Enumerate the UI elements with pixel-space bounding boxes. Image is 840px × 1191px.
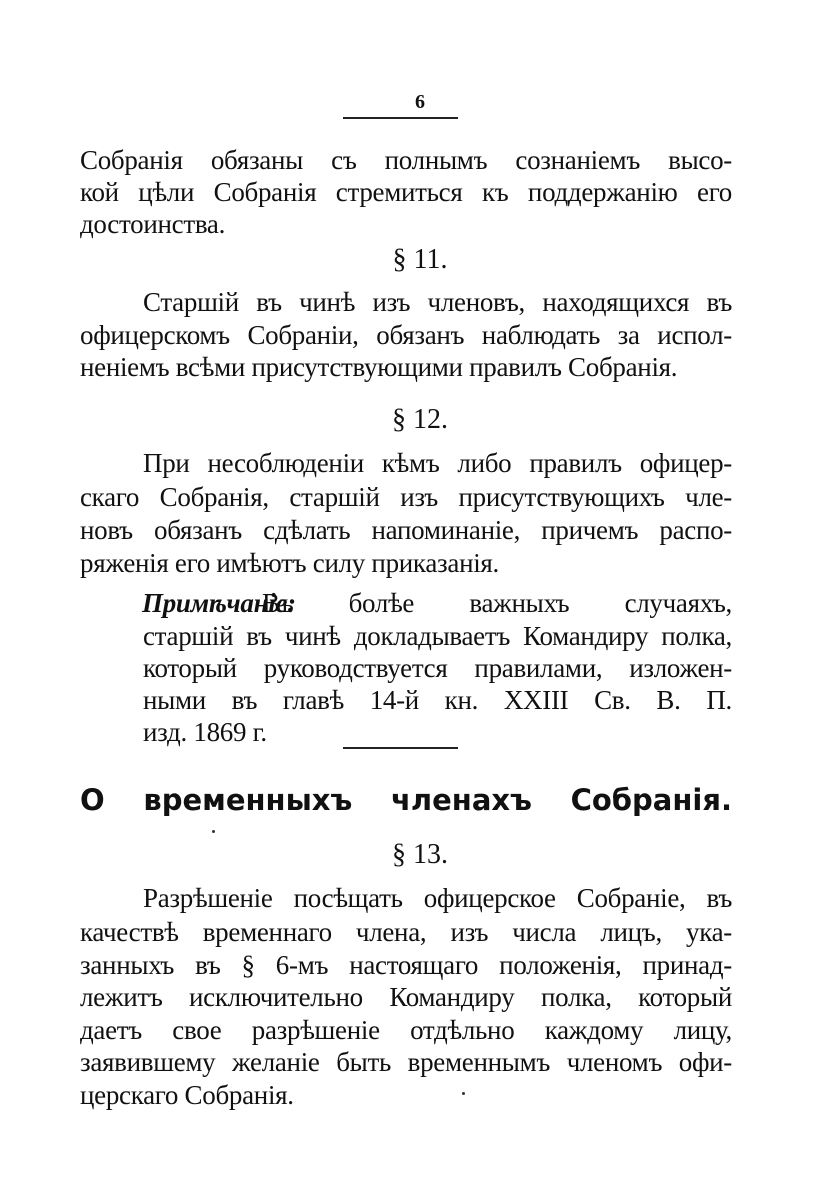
paragraph-line: скаго Собранія, старшій изъ присутствующихъ чле- bbox=[80, 482, 732, 512]
paragraph-line: качествѣ временнаго члена, изъ числа лицъ, ука- bbox=[80, 917, 732, 947]
note-line: изд. 1869 г. bbox=[143, 717, 267, 747]
section-number: § 13. bbox=[392, 839, 448, 870]
paragraph-line: неніемъ всѣми присутствующими правилъ Собранія. bbox=[80, 352, 678, 382]
paragraph-line: Старшій въ чинѣ изъ членовъ, находящихся въ bbox=[143, 287, 732, 317]
section-number: § 12. bbox=[392, 404, 448, 435]
speck bbox=[212, 830, 215, 833]
note-line: старшій въ чинѣ докладываетъ Командиру полка, bbox=[143, 621, 732, 651]
paragraph-line: заявившему желаніе быть временнымъ членомъ офи- bbox=[80, 1047, 732, 1077]
note-line bbox=[142, 587, 732, 619]
note-line: ными въ главѣ 14-й кн. XXIII Св. В. П. bbox=[143, 685, 732, 715]
paragraph-line: Собранія обязаны съ полнымъ сознаніемъ высо- bbox=[80, 145, 732, 175]
paragraph-line: кой цѣли Собранія стремиться къ поддержанію его bbox=[80, 177, 732, 207]
paragraph-line: офицерскомъ Собраніи, обязанъ наблюдать за испол- bbox=[80, 320, 732, 350]
page-number: 6 bbox=[415, 91, 425, 113]
paragraph-line: При несоблюденіи кѣмъ либо правилъ офицер- bbox=[143, 448, 732, 478]
section-number: § 11. bbox=[392, 244, 448, 275]
header-rule bbox=[343, 117, 458, 119]
paragraph-line: новъ обязанъ сдѣлать напоминаніе, причемъ распо- bbox=[80, 515, 732, 545]
paragraph-line: церскаго Собранія. bbox=[80, 1080, 294, 1110]
paragraph-line: даетъ свое разрѣшеніе отдѣльно каждому лицу, bbox=[80, 1015, 732, 1045]
note-text: Въ болѣе важныхъ случаяхъ, bbox=[262, 588, 732, 618]
paragraph-line: достоинства. bbox=[80, 209, 226, 239]
paragraph-line: лежитъ исключительно Командиру полка, который bbox=[80, 982, 732, 1012]
note-label: Примѣчаніе: bbox=[142, 588, 296, 618]
chapter-heading: О временныхъ членахъ Собранія. bbox=[80, 783, 732, 817]
note-line: который руководствуется правилами, изложен- bbox=[143, 653, 732, 683]
paragraph-line: Разрѣшеніе посѣщать офицерское Собраніе, въ bbox=[143, 883, 732, 913]
paragraph-line: ряженія его имѣютъ силу приказанія. bbox=[80, 548, 499, 578]
paragraph-line: занныхъ въ § 6-мъ настоящаго положенія, принад- bbox=[80, 950, 732, 980]
